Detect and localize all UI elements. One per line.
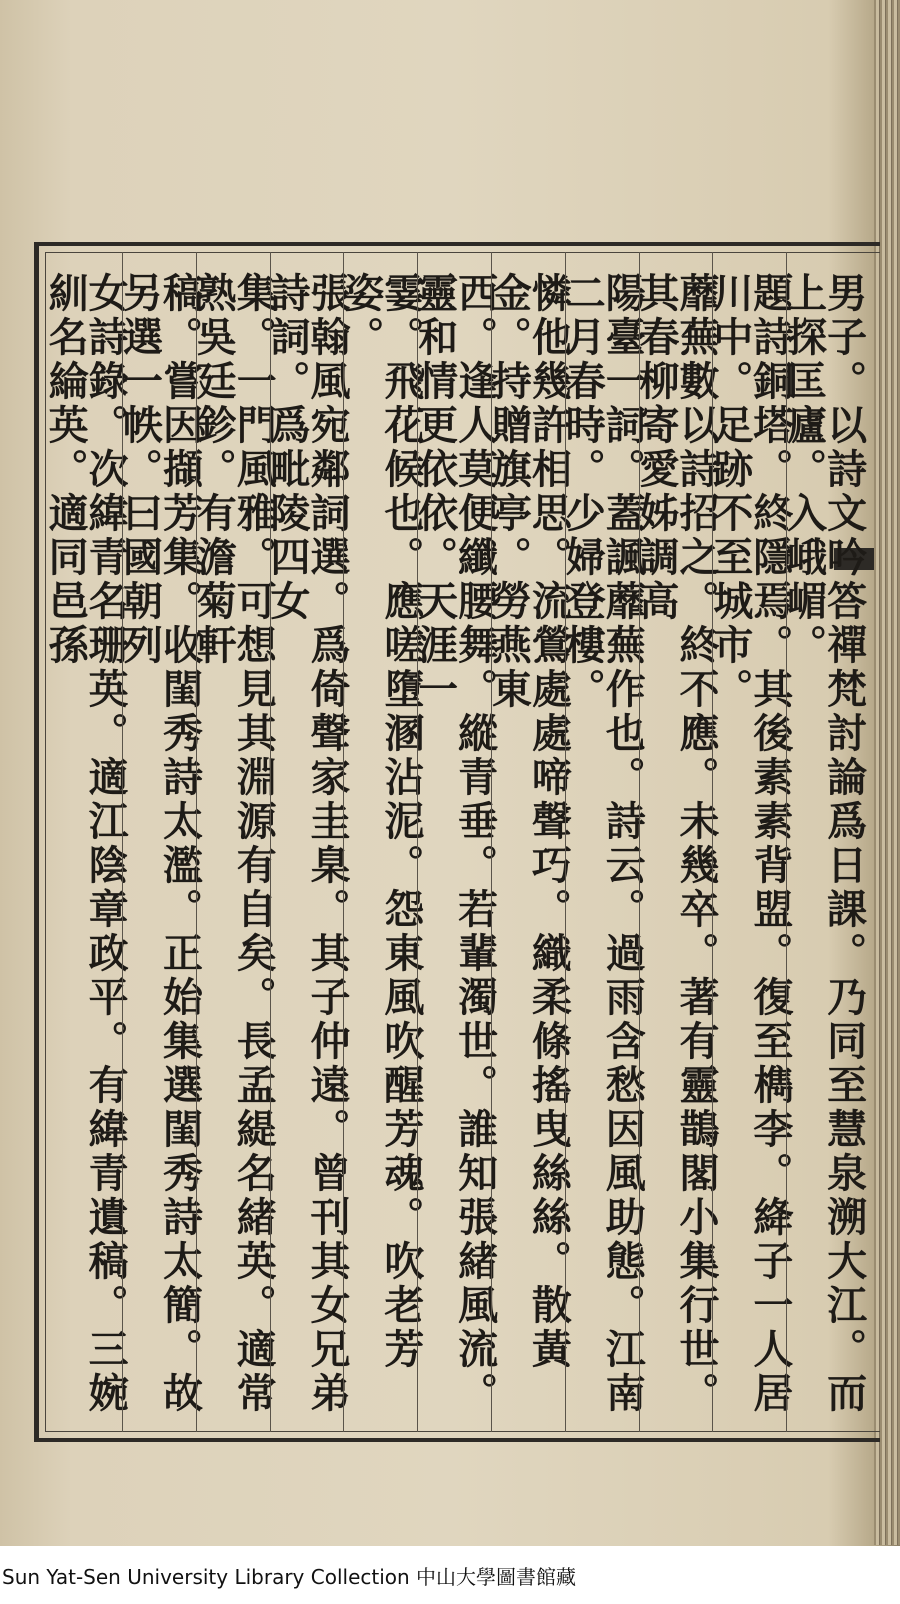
text-column <box>633 252 721 1432</box>
column-text: 集。一門風雅。可想見其淵源有自矣。長孟緹名緒英。適常熟吳廷鉁。有澹菊軒 <box>190 272 278 1416</box>
collection-footer <box>0 1546 900 1604</box>
text-column <box>559 252 647 1432</box>
text-column <box>780 252 868 1432</box>
text-column <box>485 252 573 1432</box>
collection-caption: Sun Yat-Sen University Library Collection 中山大學圖書館藏 <box>2 1564 577 1589</box>
column-text: 稿。嘗因擷芳集。收閨秀詩太濫。正始集選閨秀詩太簡。故另選一帙。曰國朝列 <box>116 272 204 1416</box>
text-column <box>116 252 204 1432</box>
column-text: 憐他幾許相思。流鶯處處啼聲巧。織柔條搖曳絲絲。散黃金。持贈旗亭。勞燕東 <box>485 272 573 1372</box>
text-column <box>411 252 499 1432</box>
column-text: 題詩銅塔。終隱焉。其後素素背盟。復至檇李。絳子一人居川中。足跡不至城市。 <box>706 272 794 1416</box>
column-text: 陽臺一詞。蓋諷蘼蕪作也。詩云。過雨含愁因風助態。江南二月春時。少婦登樓。 <box>559 272 647 1416</box>
text-columns <box>42 252 868 1432</box>
column-text: 張翰風宛鄰詞選。爲倚聲家圭臬。其子仲遠。曾刊其女兄弟詩詞。爲毗陵四女 <box>264 272 352 1416</box>
column-text: 女詩錄。次緯青名珊英。適江陰章政平。有緯青遺稿。三婉紃名綸英。適同邑孫 <box>42 272 130 1416</box>
text-column <box>337 252 425 1432</box>
text-column <box>42 252 130 1432</box>
text-column <box>706 252 794 1432</box>
text-column <box>264 252 352 1432</box>
column-text: 男子。以詩文吟答禪梵討論爲日課。乃同至慧泉溯大江。而上探匡廬。入峨嵋。 <box>780 272 868 1416</box>
column-text: 蘼蕪數以詩招之。終不應。未幾卒。著有靈鵲閣小集行世。其春柳寄愛姊調高 <box>633 272 721 1416</box>
column-text: 霎。飛花候也。應嗟墮溷沾泥。怨東風吹醒芳魂。吹老芳姿。 <box>337 272 425 1372</box>
column-text: 西。逢人莫便纖腰舞。縱青垂。若輩濁世。誰知張緒風流。靈和情更依依。天涯一 <box>411 272 499 1416</box>
text-column <box>190 252 278 1432</box>
